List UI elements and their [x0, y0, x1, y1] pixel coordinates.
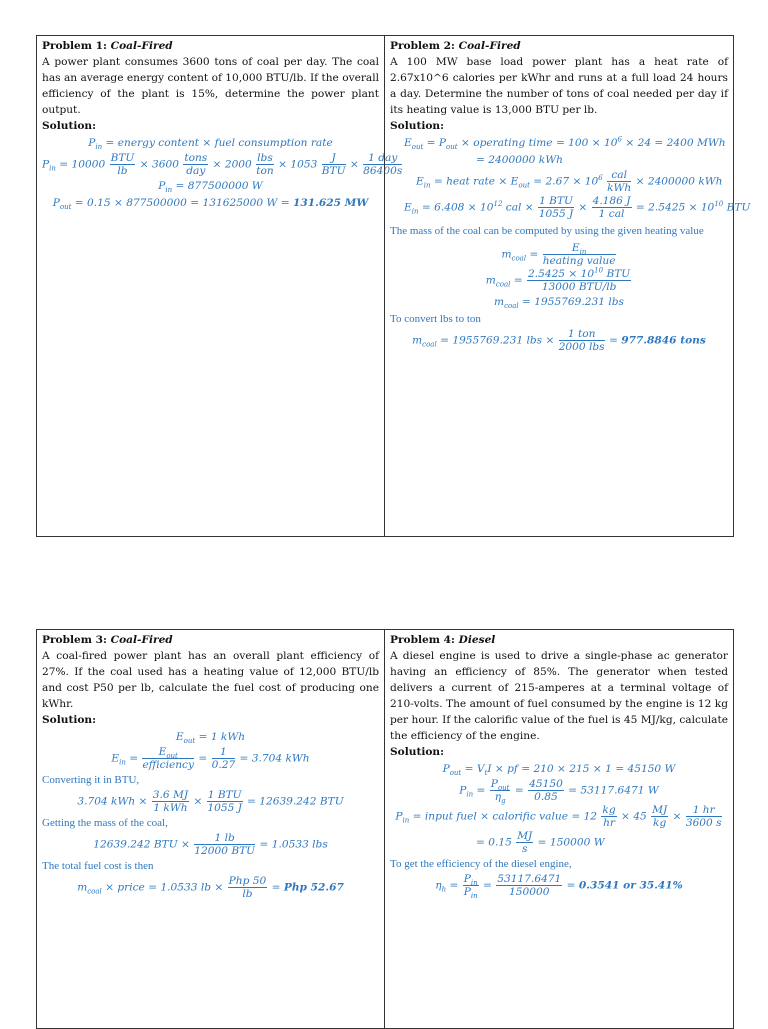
problem-3-solution-label: Solution:	[42, 714, 97, 726]
problem-3-box	[36, 629, 385, 1029]
p4-eq1: $P_{out} = V_tI$ × pf = 210 × 215 × 1 = 45150 W	[442, 763, 676, 778]
p1-eq2: $P_{in} = 10000$ $\frac{\text{BTU}}{lb}$ × 3600 $\frac{\text{tons}}{\text{day}}$ × 2000 $\frac{\text{lbs}}{\text{ton}}$ × 1053 $\frac{J}{\text{BTU}}$ × $\frac{\text{1 day}}{86400s}$	[42, 152, 403, 177]
problem-2-statement: A 100 MW base load power plant has a heat rate of 2.67x10^6 calories per kWhr and runs at a full load 24 hours a day. Determine the number of tons of coal needed per day if its heating value is 13,000 BTU per lb.	[390, 56, 728, 116]
p1-eq3: $P_{in} = 877500000$ W	[158, 180, 263, 195]
problem-1-statement: A power plant consumes 3600 tons of coal per day. The coal has an average energy content of 10,000 BTU/lb. If the overall efficiency of the plant is 15%, determine the power plant output.	[42, 56, 379, 116]
p3-text3: The total fuel cost is then	[42, 860, 154, 872]
p4-text1: To get the efficiency of the diesel engine,	[390, 858, 572, 870]
p2-eq3: $E_{in}$ = heat rate × $E_{out} = 2.67 \times 10^6$ $\frac{\text{cal}}{\text{kWh}}$ × 2400000 kWh	[416, 169, 723, 194]
problem-4-solution-label: Solution:	[390, 746, 445, 758]
p2-eq2: = 2400000 kWh	[476, 154, 563, 166]
p2-text1: The mass of the coal can be computed by using the given heating value	[390, 225, 704, 237]
problem-4-box	[384, 629, 734, 1029]
p2-eq5: $m_{coal}$ = $\frac{E_{in}}{\text{heating value}}$	[501, 242, 616, 267]
p2-eq8: $m_{coal} = 1955769.231$ lbs × $\frac{\text{1 ton}}{\text{2000 lbs}}$ = 977.8846 tons	[412, 328, 706, 353]
p4-eq2: $P_{in}$ = $\frac{P_{out}}{\eta_g}$ = $\frac{45150}{0.85}$ = 53117.6471 W	[459, 778, 659, 806]
problem-4-statement: A diesel engine is used to drive a single-phase ac generator having an efficiency of 85%. The generator when tested delivers a current of 215-amperes at a terminal voltage of 210-volts. The amount of fuel consumed by the engine is 12 kg per hour. If the calorific value of the fuel is 45 MJ/kg, calculate the efficiency of the engine.	[390, 650, 728, 742]
p3-eq5: $m_{coal}$ × price = 1.0533 lb × $\frac{\text{Php 50}}{lb}$ = Php 52.67	[77, 875, 344, 900]
p4-eq3: $P_{in}$ = input fuel × calorific value = 12 $\frac{kg}{hr}$ × 45 $\frac{MJ}{kg}$ × $\frac{1 hr}{3600 s}$	[395, 804, 722, 829]
problem-2-title: Problem 2: Coal-Fired	[390, 40, 521, 52]
p2-eq7: $m_{coal} = 1955769.231$ lbs	[494, 296, 624, 311]
p1-eq1: $P_{in}$ = energy content × fuel consumption rate	[88, 137, 333, 152]
p3-eq2: $E_{in}$ = $\frac{E_{out}}{\text{efficiency}}$ = $\frac{1}{0.27}$ = 3.704 kWh	[111, 746, 310, 771]
problem-2-solution-label: Solution:	[390, 120, 445, 132]
p3-text2: Getting the mass of the coal,	[42, 817, 168, 829]
problem-2-box	[384, 35, 751, 537]
problem-1-title: Problem 1: Coal-Fired	[42, 40, 173, 52]
problem-4-title: Problem 4: Diesel	[390, 634, 496, 646]
problem-3-statement: A coal-fired power plant has an overall plant efficiency of 27%. If the coal used has a heating value of 12,000 BTU/lb and cost P50 per lb, calculate the fuel cost of producing one kWhr.	[42, 650, 379, 710]
p4-eq4: = 0.15 $\frac{MJ}{s}$ = 150000 W	[476, 830, 605, 855]
p2-eq6: $m_{coal}$ = $\frac{2.5425 \times 10^{10} BTU}{\text{13000 BTU/lb}}$	[485, 266, 631, 293]
p2-text2: To convert lbs to ton	[390, 313, 481, 325]
p4-eq5: $\eta_h$ = $\frac{P_{in}}{P_{in}}$ = $\frac{53117.6471}{150000}$ = 0.3541 or 35.41%	[435, 873, 683, 901]
p1-eq4: $P_{out} = 0.15 \times 877500000 = 131625000$ W = 131.625 MW	[52, 197, 369, 212]
p3-eq4: 12639.242 BTU × $\frac{1 lb}{\text{12000 BTU}}$ = 1.0533 lbs	[93, 832, 328, 857]
problem-1-solution-label: Solution:	[42, 120, 97, 132]
p3-text1: Converting it in BTU,	[42, 774, 140, 786]
p2-eq1: $E_{out} = P_{out}$ × operating time = $100 \times 10^6 \times 24 = 2400$ MWh	[404, 135, 726, 152]
p3-eq3: 3.704 kWh × $\frac{3.6 MJ}{\text{1 kWh}}$ × $\frac{\text{1 BTU}}{1055 J}$ = 12639.242 BTU	[77, 789, 344, 814]
p3-eq1: $E_{out} = 1$ kWh	[175, 731, 246, 746]
p2-eq4: $E_{in} = 6.408 \times 10^{12}$ cal × $\frac{\text{1 BTU}}{1055 J}$ × $\frac{4.186 J}{\text{1 cal}}$ = $2.5425 \times 10^{10}$ BTU	[404, 195, 751, 220]
problem-1-box	[36, 35, 403, 537]
problem-3-title: Problem 3: Coal-Fired	[42, 634, 173, 646]
